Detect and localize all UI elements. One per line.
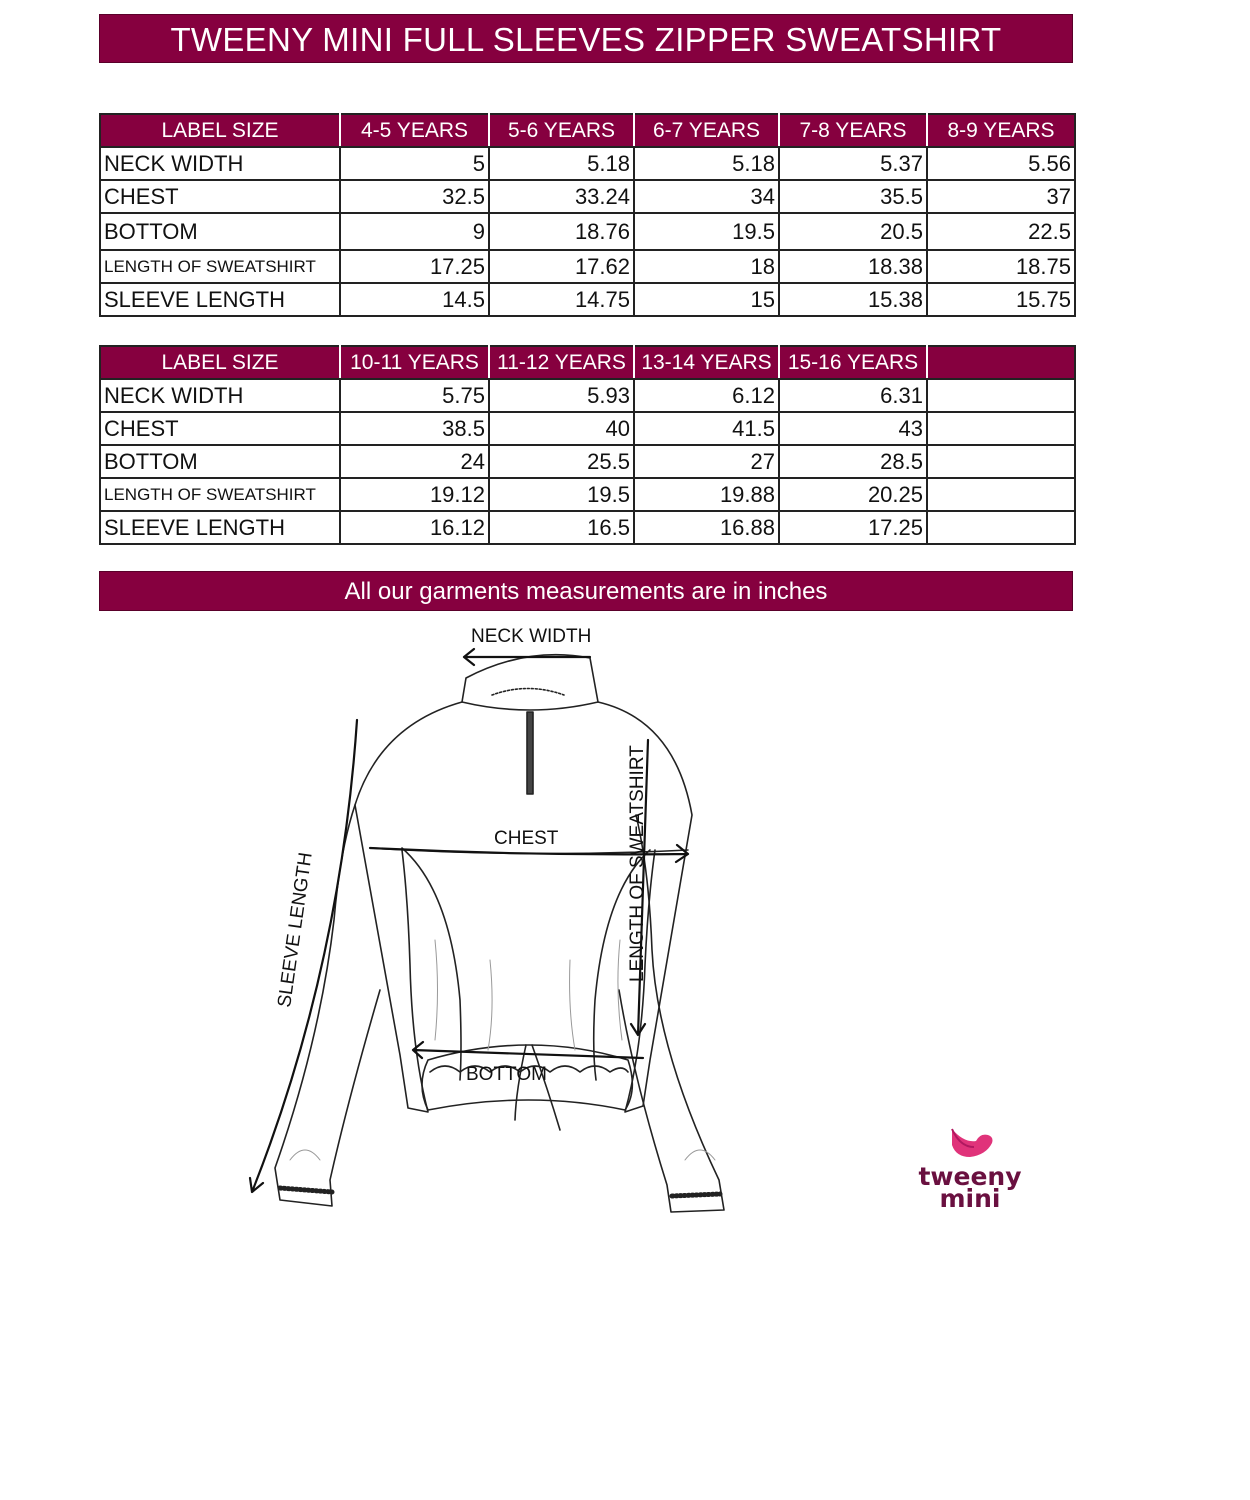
table-row xyxy=(100,180,1075,213)
column-header: 7-8 YEARS xyxy=(779,114,927,147)
table-cell: 5.75 xyxy=(340,379,489,412)
table-cell: 35.5 xyxy=(779,180,927,213)
logo-text-line1: tweeny xyxy=(918,1162,1022,1191)
table-row xyxy=(100,445,1075,478)
size-table-2 xyxy=(99,345,1076,545)
table-cell: 27 xyxy=(634,445,779,478)
column-header: 10-11 YEARS xyxy=(340,346,489,379)
sweatshirt-diagram xyxy=(230,620,730,1220)
table-cell: 22.5 xyxy=(927,213,1075,250)
table-cell: 38.5 xyxy=(340,412,489,445)
table-cell: 18.75 xyxy=(927,250,1075,283)
collar-outline xyxy=(462,655,598,710)
table-cell: 16.88 xyxy=(634,511,779,544)
table-cell: 37 xyxy=(927,180,1075,213)
table-cell: 9 xyxy=(340,213,489,250)
table-cell: 28.5 xyxy=(779,445,927,478)
table-row xyxy=(100,213,1075,250)
table-cell: 5 xyxy=(340,147,489,180)
table-row xyxy=(100,283,1075,316)
table-row xyxy=(100,379,1075,412)
table-cell xyxy=(927,445,1075,478)
column-header: LABEL SIZE xyxy=(100,114,340,147)
table-cell: 5.37 xyxy=(779,147,927,180)
row-label: BOTTOM xyxy=(100,213,340,250)
row-label: NECK WIDTH xyxy=(100,147,340,180)
table-cell: 17.62 xyxy=(489,250,634,283)
table-row xyxy=(100,412,1075,445)
column-header: 5-6 YEARS xyxy=(489,114,634,147)
column-header: 4-5 YEARS xyxy=(340,114,489,147)
column-header xyxy=(927,346,1075,379)
table-cell: 16.12 xyxy=(340,511,489,544)
table-cell: 5.18 xyxy=(634,147,779,180)
length-label: LENGTH OF SWEATSHIRT xyxy=(627,745,648,982)
table-cell xyxy=(927,379,1075,412)
table-row xyxy=(100,250,1075,283)
row-label: BOTTOM xyxy=(100,445,340,478)
logo-text-line2: mini xyxy=(939,1184,1001,1213)
bottom-label: BOTTOM xyxy=(466,1064,547,1085)
bird-logo-icon xyxy=(940,1125,1000,1161)
chest-label: CHEST xyxy=(494,828,559,849)
column-header: 6-7 YEARS xyxy=(634,114,779,147)
table-cell: 19.5 xyxy=(489,478,634,511)
table-cell xyxy=(927,511,1075,544)
sleeve-length-label: SLEEVE LENGTH xyxy=(274,851,317,1009)
row-label: LENGTH OF SWEATSHIRT xyxy=(100,250,340,283)
neck-width-arrow xyxy=(464,649,590,665)
table-cell: 20.5 xyxy=(779,213,927,250)
table-cell: 25.5 xyxy=(489,445,634,478)
right-cuff xyxy=(672,1194,720,1196)
table-cell: 6.12 xyxy=(634,379,779,412)
table-cell: 18 xyxy=(634,250,779,283)
table-cell: 16.5 xyxy=(489,511,634,544)
table-cell: 32.5 xyxy=(340,180,489,213)
table-cell: 18.76 xyxy=(489,213,634,250)
table-cell xyxy=(927,478,1075,511)
row-label: LENGTH OF SWEATSHIRT xyxy=(100,478,340,511)
table-cell: 15 xyxy=(634,283,779,316)
left-panel-curve xyxy=(402,848,461,1080)
sleeve-cuff-folds xyxy=(290,1150,715,1160)
table-cell: 17.25 xyxy=(779,511,927,544)
column-header: 11-12 YEARS xyxy=(489,346,634,379)
table-cell: 24 xyxy=(340,445,489,478)
size-table-1 xyxy=(99,113,1076,317)
table-row xyxy=(100,478,1075,511)
table-cell: 17.25 xyxy=(340,250,489,283)
row-label: SLEEVE LENGTH xyxy=(100,283,340,316)
table-row xyxy=(100,147,1075,180)
column-header: LABEL SIZE xyxy=(100,346,340,379)
table-cell: 5.18 xyxy=(489,147,634,180)
measurement-note: All our garments measurements are in inches xyxy=(99,571,1073,611)
table-cell: 14.75 xyxy=(489,283,634,316)
row-label: NECK WIDTH xyxy=(100,379,340,412)
column-header: 15-16 YEARS xyxy=(779,346,927,379)
collar-inner xyxy=(492,689,564,696)
table-cell: 43 xyxy=(779,412,927,445)
row-label: CHEST xyxy=(100,180,340,213)
table-cell: 6.31 xyxy=(779,379,927,412)
table-cell xyxy=(927,412,1075,445)
sleeve-length-arrow xyxy=(250,720,357,1192)
left-cuff xyxy=(280,1188,332,1192)
table-cell: 19.12 xyxy=(340,478,489,511)
table-cell: 15.75 xyxy=(927,283,1075,316)
row-label: CHEST xyxy=(100,412,340,445)
drawstring-right xyxy=(532,1045,560,1130)
table-cell: 34 xyxy=(634,180,779,213)
column-header: 13-14 YEARS xyxy=(634,346,779,379)
table-cell: 18.38 xyxy=(779,250,927,283)
table-header-row xyxy=(100,346,1075,379)
table-cell: 19.88 xyxy=(634,478,779,511)
column-header: 8-9 YEARS xyxy=(927,114,1075,147)
table-cell: 15.38 xyxy=(779,283,927,316)
zipper-icon xyxy=(527,712,533,794)
table-cell: 14.5 xyxy=(340,283,489,316)
neck-width-label: NECK WIDTH xyxy=(471,626,592,647)
table-row xyxy=(100,511,1075,544)
table-cell: 5.56 xyxy=(927,147,1075,180)
table-cell: 40 xyxy=(489,412,634,445)
table-cell: 20.25 xyxy=(779,478,927,511)
table-header-row xyxy=(100,114,1075,147)
table-cell: 33.24 xyxy=(489,180,634,213)
page-title: TWEENY MINI FULL SLEEVES ZIPPER SWEATSHIRT xyxy=(99,14,1073,63)
table-cell: 19.5 xyxy=(634,213,779,250)
table-cell: 5.93 xyxy=(489,379,634,412)
table-cell: 41.5 xyxy=(634,412,779,445)
brand-logo xyxy=(910,1125,1030,1215)
row-label: SLEEVE LENGTH xyxy=(100,511,340,544)
